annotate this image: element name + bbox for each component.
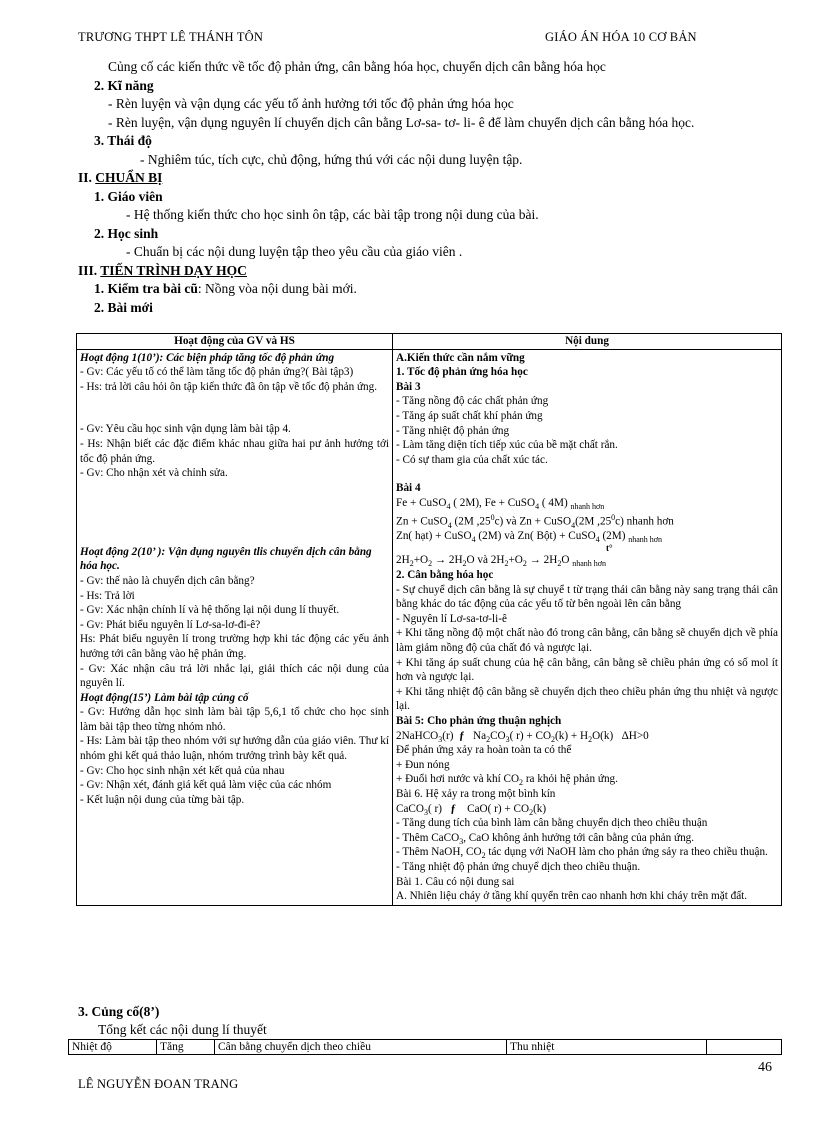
b5-line: + Đun nóng [396, 758, 450, 771]
b1-line: A. Nhiên liệu cháy ở tầng khí quyển trên cao nhanh hơn khi cháy trên mặt đất. [396, 890, 748, 903]
attitude-heading: 3. Thái độ [94, 133, 152, 148]
b4-line-3: Zn( hạt) + CuSO$_4$ (2M) và Zn( Bột) + CuSO$_4$ (2M) $_{nhanh hơn}$ [396, 529, 663, 545]
a2-line: - Gv: Xác nhận chính lí và hệ thống lại nội dung lí thuyết. [80, 604, 340, 617]
b6-line: - Thêm CaCO$_3$, CaO không ảnh hưởng tới cân bằng của phản ứng. [396, 831, 695, 846]
b3-line: - Tăng nhiệt độ phản ứng [396, 424, 510, 437]
c2-line: + Khi tăng nồng độ một chất nào đó trong cân bằng, cân bằng sẽ chuyển dịch về phía làm giảm nồng độ của chất đó và ngược lại. [396, 627, 778, 655]
content-cell [393, 349, 782, 905]
table-row [69, 1040, 782, 1055]
a1-line: - Hs: trả lời câu hỏi ôn tập kiến thức đã ôn tập về tốc độ phản ứng. [80, 380, 378, 393]
activities-cell [77, 349, 393, 905]
summary-cell: Thu nhiệt [507, 1040, 707, 1055]
prep-heading [78, 169, 778, 188]
exercise-6-title: Bài 6. Hệ xảy ra trong một bình kín [396, 787, 556, 800]
exercise-5-title: Bài 5: Cho phản ứng thuận nghịch [396, 714, 562, 727]
prep-num: II. [78, 170, 96, 185]
process-title: TIẾN TRÌNH DẠY HỌC [100, 262, 247, 278]
section-1: 1. Tốc độ phản ứng hóa học [396, 366, 528, 379]
skill-2: - Rèn luyện, vận dụng nguyên lí chuyển dịch cân bằng Lơ-sa- tơ- li- ê để làm chuyển dịch cân bằng hóa học. [108, 114, 695, 130]
lesson-table [76, 333, 782, 906]
a3-line: - Hs: Làm bài tập theo nhóm với sự hướng dẫn của giáo viên. Thư kí nhóm ghi kết quả thảo luận, nhóm trưởng trình bày kết quả. [80, 735, 389, 763]
header-school: TRƯƠNG THPT LÊ THÁNH TÔN [78, 30, 264, 44]
a2-line: - Gv: Xác nhận câu trả lời nhắc lại, giải thích các nội dung của nguyên lí. [80, 662, 389, 690]
c2-line: - Sự chuyể dịch cân bằng là sự chuyể t từ trạng thái cân bằng này sang trạng thái cân bằng khác do tác động của các yếu tố từ bên ngoài lên cân bằng [396, 583, 778, 611]
col-header-activities: Hoạt động của GV và HS [77, 334, 393, 350]
attitude-text: - Nghiêm túc, tích cực, chủ động, hứng thú với các nội dung luyện tập. [140, 151, 523, 167]
a3-line: - Gv: Nhận xét, đánh giá kết quả làm việc của các nhóm [80, 779, 332, 792]
skill-1: - Rèn luyện và vận dụng các yếu tố ảnh hưởng tới tốc độ phản ứng hóa học [108, 96, 514, 111]
a2-line: - Gv: Phát biểu nguyên lí Lơ-sa-lơ-đi-ê? [80, 618, 261, 631]
table-header-row [77, 334, 782, 350]
b4-line-2: Zn + CuSO$_4$ (2M $,25^0c$) và Zn + CuSO$_4$(2M $,25^0c$) nhanh hơn [396, 512, 674, 530]
intro-section [78, 58, 778, 317]
summary-cell: Cân bằng chuyển dịch theo chiều [215, 1040, 507, 1055]
b6-line: - Thêm NaOH, $CO_2$ tác dụng với NaOH làm cho phản ứng sảy ra theo chiều thuận. [396, 846, 768, 861]
b5-line: + Đuổi hơi nước và khí $CO_2$ ra khỏi hệ phản ứng. [396, 773, 618, 788]
new-lesson-heading: 2. Bài mới [94, 299, 153, 315]
b3-line: - Tăng áp suất chất khí phản ứng [396, 409, 543, 422]
a1-line: - Gv: Cho nhận xét và chỉnh sửa. [80, 467, 228, 480]
check-label: 1. Kiểm tra bài cũ [94, 281, 198, 296]
activity-2-title: Hoạt động 2(10’ ): Vận dụng nguyên tlis chuyển dịch cân bằng hóa học. [80, 545, 372, 573]
student-text: - Chuẩn bị các nội dung luyện tập theo yêu cầu của giáo viên . [126, 244, 463, 259]
teacher-heading: 1. Giáo viên [94, 188, 163, 204]
b5-equation: 2NaHCO$_3$(r) ƒ $Na_2CO_3$( $r) + CO_2(k) + H_2O(k)$ ΔH>0 [396, 729, 649, 744]
check-line [78, 280, 778, 299]
b3-line: - Tăng nồng độ các chất phản ứng [396, 395, 549, 408]
a2-line: - Hs: Trả lời [80, 589, 135, 602]
b6-equation: CaCO$_3$( r) ƒ CaO( $r) + CO_2(k)$ [396, 802, 547, 817]
b4-line-4: $2H_2+O_2 \to 2H_2O$ và $2H_2+O_2 \to 2H_2O$ $_{nhanh hơn}$ [396, 554, 606, 569]
col-header-content: Nội dung [393, 334, 782, 350]
a2-line: Hs: Phát biểu nguyên lí trong trường hợp khi tác động các yếu ảnh hưởng tới cân bằng vào hệ phản ứng. [80, 633, 389, 660]
a2-line: - Gv: thế nào là chuyển dịch cân bằng? [80, 574, 255, 587]
summary-cell: Tăng [157, 1040, 215, 1055]
consolidation-text: Tổng kết các nội dung lí thuyết [98, 1022, 267, 1037]
t0-label: t° [606, 543, 613, 554]
b5-line: Để phản ứng xảy ra hoàn toàn ta có thể [396, 744, 572, 757]
c2-line: - Nguyên lí Lơ-sa-tơ-li-ê [396, 612, 507, 625]
a1-line: - Hs: Nhận biết các đặc điểm khác nhau giữa hai pư ảnh hưởng tới tốc độ phản ứng. [80, 437, 389, 465]
section-2: 2. Cân bằng hóa học [396, 569, 494, 582]
section-a: A.Kiến thức cần nắm vững [396, 351, 525, 364]
a3-line: - Gv: Cho học sinh nhận xét kết quả của nhau [80, 764, 285, 777]
skills-heading: 2. Kĩ năng [94, 77, 154, 93]
b6-line: - Tăng dung tích của bình làm cân bằng chuyển dịch theo chiều thuận [396, 817, 708, 830]
table-body-row [77, 349, 782, 905]
summary-cell [707, 1040, 782, 1055]
c2-line: + Khi tăng nhiệt độ cân bằng sẽ chuyển dịch theo chiều phản ứng thu nhiệt và ngược lại. [396, 685, 778, 713]
activity-1-title: Hoạt động 1(10’): Các biện pháp tăng tốc độ phản ứng [80, 351, 335, 364]
student-heading: 2. Học sinh [94, 225, 159, 241]
summary-table [68, 1039, 782, 1055]
b3-line: - Có sự tham gia của chất xúc tác. [396, 453, 548, 466]
a3-line: - Kết luận nội dung của từng bài tập. [80, 793, 245, 806]
check-text: : Nồng vòa nội dung bài mới. [197, 281, 357, 296]
b4-line-1: Fe + CuSO$_4$ ( 2M), Fe + CuSO$_4$ ( 4M) $_{nhanh hơn}$ [396, 496, 605, 512]
c2-line: + Khi tăng áp suất chung của hệ cân bằng, cân bằng sẽ chiều phản ứng có số mol ít hơn và ngược lại. [396, 656, 778, 684]
process-heading [78, 262, 778, 281]
exercise-4-title: Bài 4 [396, 482, 421, 495]
teacher-text: - Hệ thống kiến thức cho học sinh ôn tập, các bài tập trong nội dung của bài. [126, 207, 539, 222]
b3-line: - Làm tăng diện tích tiếp xúc của bề mặt chất rắn. [396, 439, 618, 452]
a1-line: - Gv: Các yếu tố có thể làm tăng tốc độ phản ứng?( Bài tập3) [80, 366, 354, 379]
knowledge-line: Củng cố các kiến thức về tốc độ phản ứng, cân bằng hóa học, chuyển dịch cân bằng hóa học [108, 59, 606, 74]
page-number: 46 [758, 1060, 772, 1075]
consolidation-section [78, 1003, 267, 1039]
a3-line: - Gv: Hướng dẫn học sinh làm bài tập 5,6,1 tổ chức cho học sinh làm bài tập theo từng nhóm nhỏ. [80, 706, 389, 733]
prep-title: CHUẨN BỊ [95, 170, 163, 185]
exercise-1-title: Bài 1. Câu có nội dung sai [396, 875, 515, 888]
exercise-3-title: Bài 3 [396, 380, 421, 393]
header-subject: GIÁO ÁN HÓA 10 CƠ BẢN [545, 30, 697, 44]
b6-line: - Tăng nhiệt độ phản ứng chuyể dịch theo chiều thuận. [396, 860, 641, 873]
summary-cell: Nhiệt độ [69, 1040, 157, 1055]
process-num: III. [78, 262, 101, 278]
footer-author: LÊ NGUYỄN ĐOAN TRANG [78, 1077, 239, 1091]
a1-line: - Gv: Yêu cầu học sinh vận dụng làm bài tập 4. [80, 423, 291, 436]
consolidation-heading: 3. Củng cố(8’) [78, 1004, 160, 1019]
activity-3-title: Hoạt động(15’) Làm bài tập củng cố [80, 691, 249, 704]
